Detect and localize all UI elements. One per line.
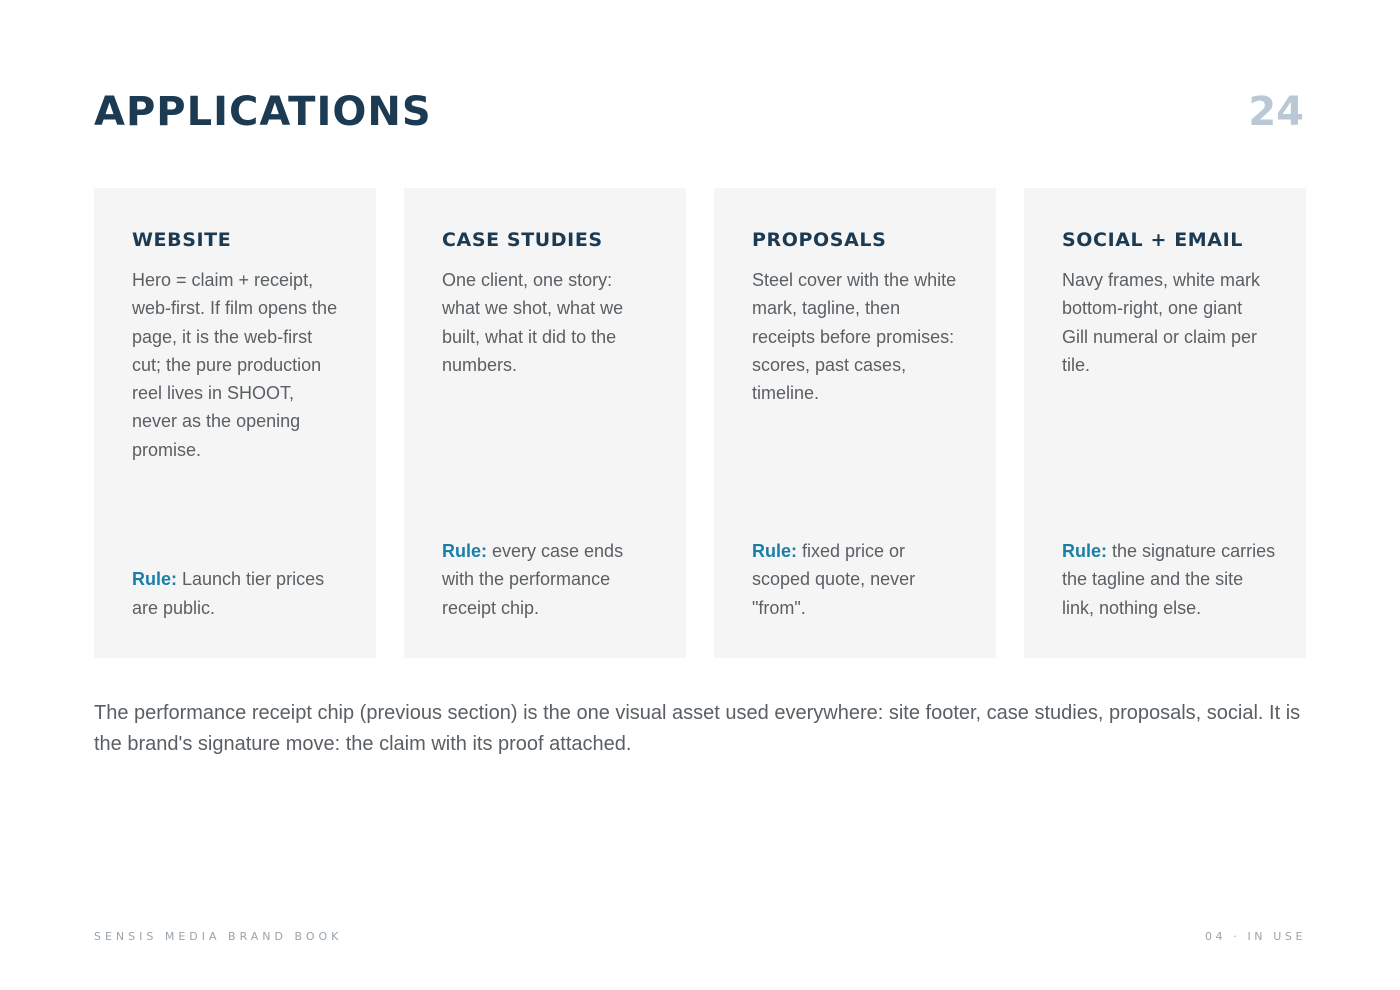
applications-cards: [94, 188, 1306, 658]
card-social-email: [1024, 188, 1306, 658]
footer-brand-book-label: SENSIS MEDIA BRAND BOOK: [94, 930, 343, 943]
rule-label: Rule:: [1062, 541, 1107, 562]
rule-text: Launch tier prices are public.: [132, 569, 325, 618]
card-website: [94, 188, 376, 658]
card-rule: [442, 537, 656, 622]
card-body: One client, one story: what we shot, what we built, what it did to the numbers.: [442, 270, 624, 375]
card-body: Steel cover with the white mark, tagline, then receipts before promises: scores, past cases, timeline.: [752, 270, 957, 404]
page-number: 24: [1248, 89, 1304, 135]
card-body: Hero = claim + receipt, web-first. If film opens the page, it is the web-first cut; the pure production reel lives in SHOOT, never as the opening promise.: [132, 270, 338, 460]
card-proposals: [714, 188, 996, 658]
rule-label: Rule:: [132, 569, 177, 590]
page-title: APPLICATIONS: [94, 89, 432, 135]
rule-label: Rule:: [752, 541, 797, 562]
card-rule: [132, 565, 346, 622]
card-title: WEBSITE: [132, 229, 232, 251]
rule-label: Rule:: [442, 541, 487, 562]
rule-text: the signature carries the tagline and the site link, nothing else.: [1062, 541, 1276, 618]
card-title: SOCIAL + EMAIL: [1062, 229, 1243, 251]
card-rule: [752, 537, 966, 622]
card-body: Navy frames, white mark bottom-right, one giant Gill numeral or claim per tile.: [1062, 270, 1261, 375]
rule-text: fixed price or scoped quote, never "from".: [752, 541, 916, 618]
card-rule: [1062, 537, 1276, 622]
card-case-studies: [404, 188, 686, 658]
summary-paragraph: The performance receipt chip (previous section) is the one visual asset used everywhere: site footer, case studies, proposals, social. It is the brand's signature move: the claim with its proof attached.: [94, 702, 1301, 755]
card-title: CASE STUDIES: [442, 229, 603, 251]
rule-text: every case ends with the performance receipt chip.: [442, 541, 624, 618]
card-title: PROPOSALS: [752, 229, 887, 251]
footer-section-label: 04 · IN USE: [1204, 930, 1306, 943]
